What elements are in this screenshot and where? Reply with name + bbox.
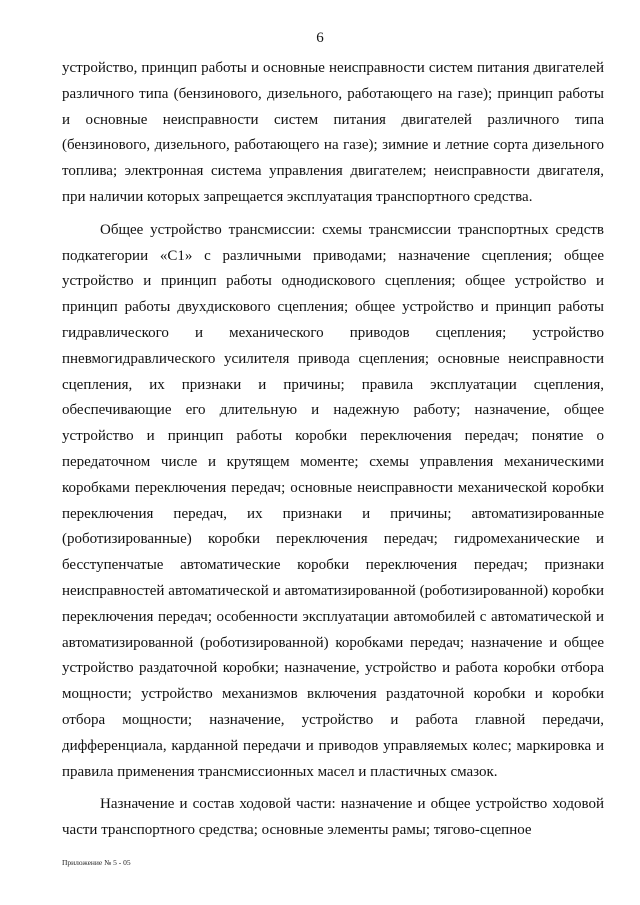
page-number: 6 [316,30,324,46]
footer-appendix-label: Приложение № 5 - 05 [62,858,131,867]
paragraph-transmission: Общее устройство трансмиссии: схемы трансмиссии транспортных средств подкатегории «C1» с различными приводами; назначение сцепления; общее устройство и принцип работы однодискового сцепления; общее устройство и принцип работы двухдискового сцепления; общее устройство и принцип работы гидравлического и механического приводов сцепления; устройство пневмогидравлического усилителя привода сцепления; основные неисправности сцепления, их признаки и причины; правила эксплуатации сцепления, обеспечивающие его длительную и надежную работу; назначение, общее устройство и принцип работы коробки переключения передач; понятие о передаточном числе и крутящем моменте; схемы управления механическими коробками переключения передач; основные неисправности механической коробки переключения передач, их признаки и причины; автоматизированные (роботизированные) коробки переключения передач; гидромеханические и бесступенчатые автоматические коробки переключения передач; признаки неисправностей автоматической и автоматизированной (роботизированной) коробки переключения передач; особенности эксплуатации автомобилей с автоматической и автоматизированной (роботизированной) коробками передач; назначение и общее устройство раздаточной коробки; назначение, устройство и работа коробки отбора мощности; устройство механизмов включения раздаточной коробки и коробки отбора мощности; назначение, устройство и работа главной передачи, дифференциала, карданной передачи и приводов управляемых колес; маркировка и правила применения трансмиссионных масел и пластичных смазок. [62,221,604,780]
paragraph-engine-systems: устройство, принцип работы и основные неисправности систем питания двигателей различного типа (бензинового, дизельного, работающего на газе); принцип работы и основные неисправности систем питания двигателей различного типа (бензинового, дизельного, работающего на газе); зимние и летние сорта дизельного топлива; электронная система управления двигателем; неисправности двигателя, при наличии которых запрещается эксплуатация транспортного средства. [62,60,604,205]
body-text [62,56,604,844]
paragraph-chassis: Назначение и состав ходовой части: назначение и общее устройство ходовой части транспортного средства; основные элементы рамы; тягово-сцепное [62,796,604,839]
